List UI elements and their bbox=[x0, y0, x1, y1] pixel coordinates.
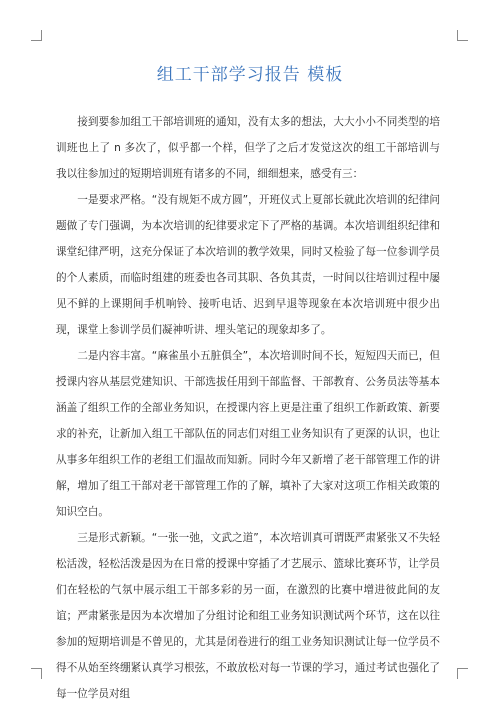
paragraph-rich-content: 二是内容丰富。“麻雀虽小五脏俱全”，本次培训时间不长，短短四天而已，但授课内容从基层党建知识、干部选拔任用到干部监督、干部教育、公务员法等基本涵盖了组织工作的全部业务知识，在授课内容上更是注重了组织工作新政策、新要求的补充，让新加入组工干部队伍的同志们对组工业务知识有了更深的认识，也让从事多年组织工作的老组工们温故而知新。同时今年又新增了老干部管理工作的讲解，增加了组工干部对老干部管理工作的了解，填补了大家对这项工作相关政策的知识空白。 bbox=[56, 350, 440, 518]
page-corner-mark-top-right bbox=[457, 30, 468, 41]
page-corner-mark-top-left bbox=[31, 30, 42, 41]
paragraph-strict-requirements: 一是要求严格。“没有规矩不成方圆”，开班仪式上夏部长就此次培训的纪律问题做了专门强调，为本次培训的纪律要求定下了严格的基调。本次培训组织纪律和课堂纪律严明，这充分保证了本次培训的教学效果，同时又检验了每一位参训学员的个人素质，而临时组建的班委也各司其职、各负其责，一时间以往培训过程中屡见不鲜的上课期间手机响铃、接听电话、迟到早退等现象在本次培训班中很少出现，课堂上参训学员们凝神听讲、埋头笔记的现象却多了。 bbox=[56, 194, 440, 336]
paragraph-novel-format: 三是形式新颖。“一张一弛，文武之道”，本次培训真可谓既严肃紧张又不失轻松活泼，轻松活泼是因为在日常的授课中穿插了才艺展示、篮球比赛环节，让学员们在轻松的气氛中展示组工干部多彩的另一面，在激烈的比赛中增进彼此间的友谊；严肃紧张是因为本次增加了分组讨论和组工业务知识测试两个环节，这在以往参加的短期培训是不曾见的，尤其是闭卷进行的组工业务知识测试让每一位学员不得不从始至终绷紧认真学习根弦，不敢放松对每一节课的学习，通过考试也强化了每一位学员对组 bbox=[56, 532, 440, 700]
page-corner-mark-bottom-left bbox=[31, 668, 42, 679]
document-body bbox=[56, 109, 440, 707]
paragraph-intro: 接到要参加组工干部培训班的通知，没有太多的想法，大大小小不同类型的培训班也上了 n 多次了，似乎都一个样，但学了之后才发觉这次的组工干部培训与我以往参加过的短期培训班有诸多的不同，细细想来，感受有三： bbox=[56, 116, 440, 180]
document-title: 组工干部学习报告 模板 bbox=[156, 65, 344, 85]
page-corner-mark-bottom-right bbox=[457, 668, 468, 679]
